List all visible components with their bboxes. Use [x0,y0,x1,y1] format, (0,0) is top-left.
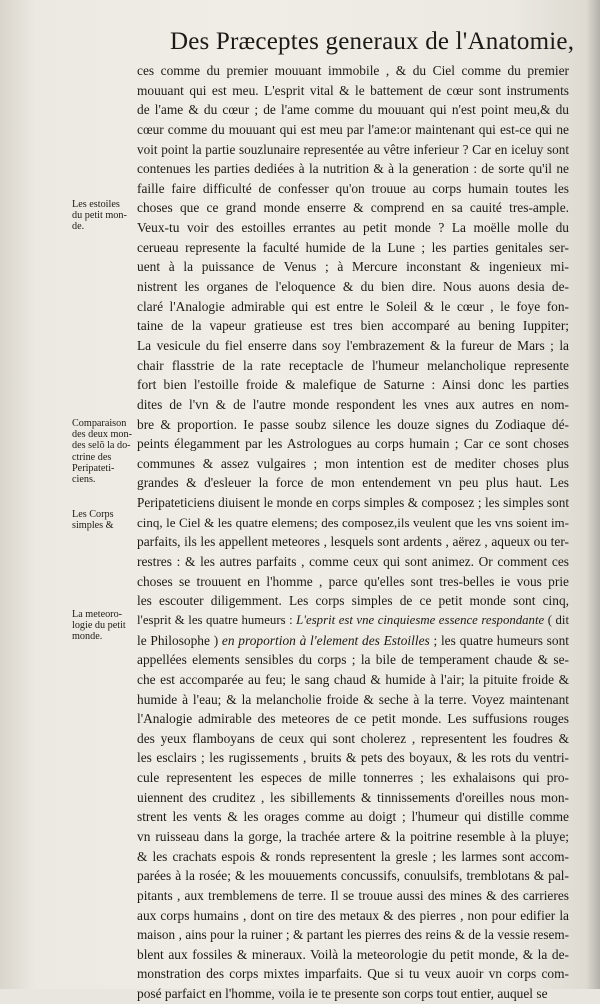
text-line [137,336,569,356]
text-run: de l'ame & du cœur ; de l'ame comme du mouuant qui n'est point meu,& du [137,102,569,118]
text-run: appellées elements sensibles du corps ; la bile de temperament chaude & se- [137,652,569,668]
marginal-note-line: simples & [72,520,114,532]
text-line [137,473,569,493]
body-text [137,61,569,1004]
text-run: vn ruisseau dans la gorge, la trachée artere & la poitrine resemble à la pluye; [137,828,569,844]
text-line [137,120,569,140]
text-line [137,532,569,552]
text-line [137,748,569,768]
text-run: cœur comme du mouuant qui est meu par l'ame:or maintenant qui est-ce qui ne [137,121,569,137]
text-line [137,729,569,749]
text-line [137,100,569,120]
marginal-note-estoiles [72,199,136,233]
marginal-note-meteorologie [72,609,136,643]
text-line [137,670,569,690]
text-line [137,81,569,101]
text-run: chair flasstrie de la rate receptacle de l'humeur melancholique represente [137,357,569,373]
text-line [137,238,569,258]
text-line [137,513,569,533]
text-line [137,454,569,474]
text-run: maison , ains pour la ruiner ; & partant les pierres des reins & de la vessie resem- [137,927,569,943]
text-run: strent les vents & les orages comme au doigt ; l'humeur qui distille comme [137,809,569,825]
text-line [137,257,569,277]
marginal-note-line: Peripateti- [72,462,115,474]
text-run: les esclairs ; les rugissements , bruits & pets des boyaux, & les rots du ventri- [137,750,569,766]
marginal-note-line: Comparaison [72,418,127,429]
text-line [137,886,569,906]
text-line [137,611,569,631]
text-run: posé parfaict en l'homme, voila ie te presente son corps tout entier, auquel se [137,986,548,1002]
text-line [137,591,569,611]
text-line [137,415,569,435]
text-line [137,847,569,867]
text-run: contenues les parties dediées à la nutrition & à la generation : de sorte qu'il ne [137,161,569,177]
text-run: Peripateticiens diuisent le monde en corps simples & composez ; les simples sont [137,495,569,511]
text-run: parfaits, ils les appellent meteores , lesquels sont ardents , aërez , aqueux ou ter- [137,534,569,550]
text-line [137,316,569,336]
marginal-note-line: logie du petit [72,620,126,632]
text-line [137,277,569,297]
marginal-note-line: La meteoro- [72,609,123,620]
text-line [137,493,569,513]
italic-quote: L'esprit est vne cinquiesme essence respondante [296,612,545,627]
text-run: parées à la rosée; & les mouuements concussifs, conuulsifs, tremblotans & pal- [137,868,569,884]
text-run: ; les quatre humeurs sont [429,632,569,648]
text-run: dites de l'vn & de l'autre monde respondent les vnes aux autres en nom- [137,396,569,412]
text-line [137,906,569,926]
marginal-note-line: monde. [72,631,103,643]
marginal-note-line: des deux mon- [72,429,132,441]
marginal-note-line: des selõ la do- [72,440,131,452]
text-line [137,925,569,945]
text-run: choses que ce grand monde enserre & comprend en sa cauité tres-ample. [137,200,569,216]
text-line [137,945,569,965]
text-run: fort bien l'estoille froide & malefique de Saturne : Ainsi donc les parties [137,377,569,393]
text-run: uent à la puissance de Venus ; à Mercure inconstant & ingenieux mi- [137,259,569,275]
text-line [137,788,569,808]
text-line [137,827,569,847]
text-run: grandes & d'esleuer la force de mon entendement vn peu plus haut. Les [137,475,569,491]
text-run: des yeux flamboyans de ceux qui sont cholerez , representent les foudres & [137,730,569,746]
marginal-note-comparaison [72,418,136,485]
marginal-note-line: du petit mon- [72,210,127,222]
text-line [137,159,569,179]
text-run: & les crachats espois & ronds representent la gresle ; les larmes sont accom- [137,848,569,864]
text-line [137,631,569,651]
running-head: Des Præceptes generaux de l'Anatomie, [170,28,575,55]
text-line [137,984,569,1004]
text-line [137,297,569,317]
text-line [137,552,569,572]
text-run: claré l'Analogie admirable qui est entre le Soleil & le cœur , le foye fon- [137,298,569,314]
marginal-note-corps-simples [72,509,136,531]
text-run: uiennent des cruditez , les sibillements & tinnissements d'oreilles nous mon- [137,789,569,805]
text-run: l'Analogie admirable des meteores de ce petit monde. Les suffusions rouges [137,711,569,727]
text-run: cinq, le Ciel & les quatre elemens; des composez,ils veulent que les vns soient im- [137,514,569,530]
text-line [137,434,569,454]
text-run: voit point la partie souzlunaire representée au vêtre inferieur ? Car en iceluy sont [137,141,569,157]
text-run: choses se trouuent en l'homme , parce qu'elles sont tres-belles ie vous prie [137,573,569,589]
text-run: blent aux fossiles & mineraux. Voilà la meteorologie du petit monde, & la de- [137,946,569,962]
text-line [137,768,569,788]
text-run: peints élegamment par les Astrologues au corps humain ; Car ce sont choses [137,436,569,452]
marginal-note-line: Les estoiles [72,199,120,210]
text-run: ces comme du premier mouuant immobile , & du Ciel comme du premier [137,63,569,78]
text-run: pitants , aux tremblemens de terre. Il se trouue aussi des mines & des carrieres [137,887,569,903]
text-line [137,709,569,729]
text-run: La vesicule du fiel enserre dans soy l'embrazement & la fureur de Mars ; la [137,337,569,353]
text-line [137,650,569,670]
marginal-note-line: de. [72,221,85,233]
text-line [137,218,569,238]
text-line [137,140,569,160]
text-run: taine de la vapeur gratieuse est tres bien accomparé au bening Iuppiter; [137,318,569,334]
text-run: communes & assez vulgaires ; mon intention est de mediter choses plus [137,455,569,471]
text-run: cule representent les especes de mille tonnerres ; les exhalaisons qui pro- [137,770,569,786]
text-run: che est accomparée au feu; le sang chaud & humide à l'air; la pituite froide & [137,671,569,687]
text-run: nistrent les organes de l'eloquence & du bien dire. Nous auons desia de- [137,279,569,295]
text-line [137,690,569,710]
text-run: faille faire difficulté de confesser qu'on trouue au corps humain toutes les [137,180,569,196]
text-line [137,866,569,886]
text-line [137,356,569,376]
text-line [137,198,569,218]
page-edge-shadow [586,0,600,989]
marginal-note-line: Les Corps [72,509,114,520]
text-run: humide à l'eau; & la melancholie froide & seche à la terre. Voyez maintenant [137,691,569,707]
text-line [137,572,569,592]
text-line [137,807,569,827]
text-line [137,375,569,395]
text-run: le Philosophe ) [137,632,222,648]
marginal-note-line: ciens. [72,474,96,486]
text-run: aux corps humains , dont on tire des metaux & des pierres , non pour edifier la [137,907,569,923]
text-run: bre & proportion. Ie passe soubz silence les douze signes du Zodiaque dé- [137,416,569,432]
text-run: l'esprit & les quatre humeurs : [137,612,297,627]
text-run: Veux-tu voir des estoilles errantes au petit monde ? La moëlle molle du [137,220,569,236]
text-line [137,395,569,415]
text-line [137,179,569,199]
text-line [137,61,569,81]
text-run: mouuant qui est meu. L'esprit vital & le battement de cœur sont instruments [137,82,569,98]
marginal-note-line: ctrine des [72,451,112,463]
text-run: monstration des corps mixtes imparfaits. Que si tu veux auoir vn corps com- [137,966,569,982]
text-run: restres : & les autres parfaits , comme ceux qui sont animez. Or comment ces [137,554,569,570]
italic-quote: en proportion à l'element des Estoilles [221,632,430,648]
text-run: les escouter diligemment. Les corps simples de ce petit monde sont cinq, [137,593,569,609]
text-run: ( dit [544,612,569,627]
text-line [137,964,569,984]
text-run: cerueau represente la faculté humide de la Lune ; les parties genitales ser- [137,239,569,255]
